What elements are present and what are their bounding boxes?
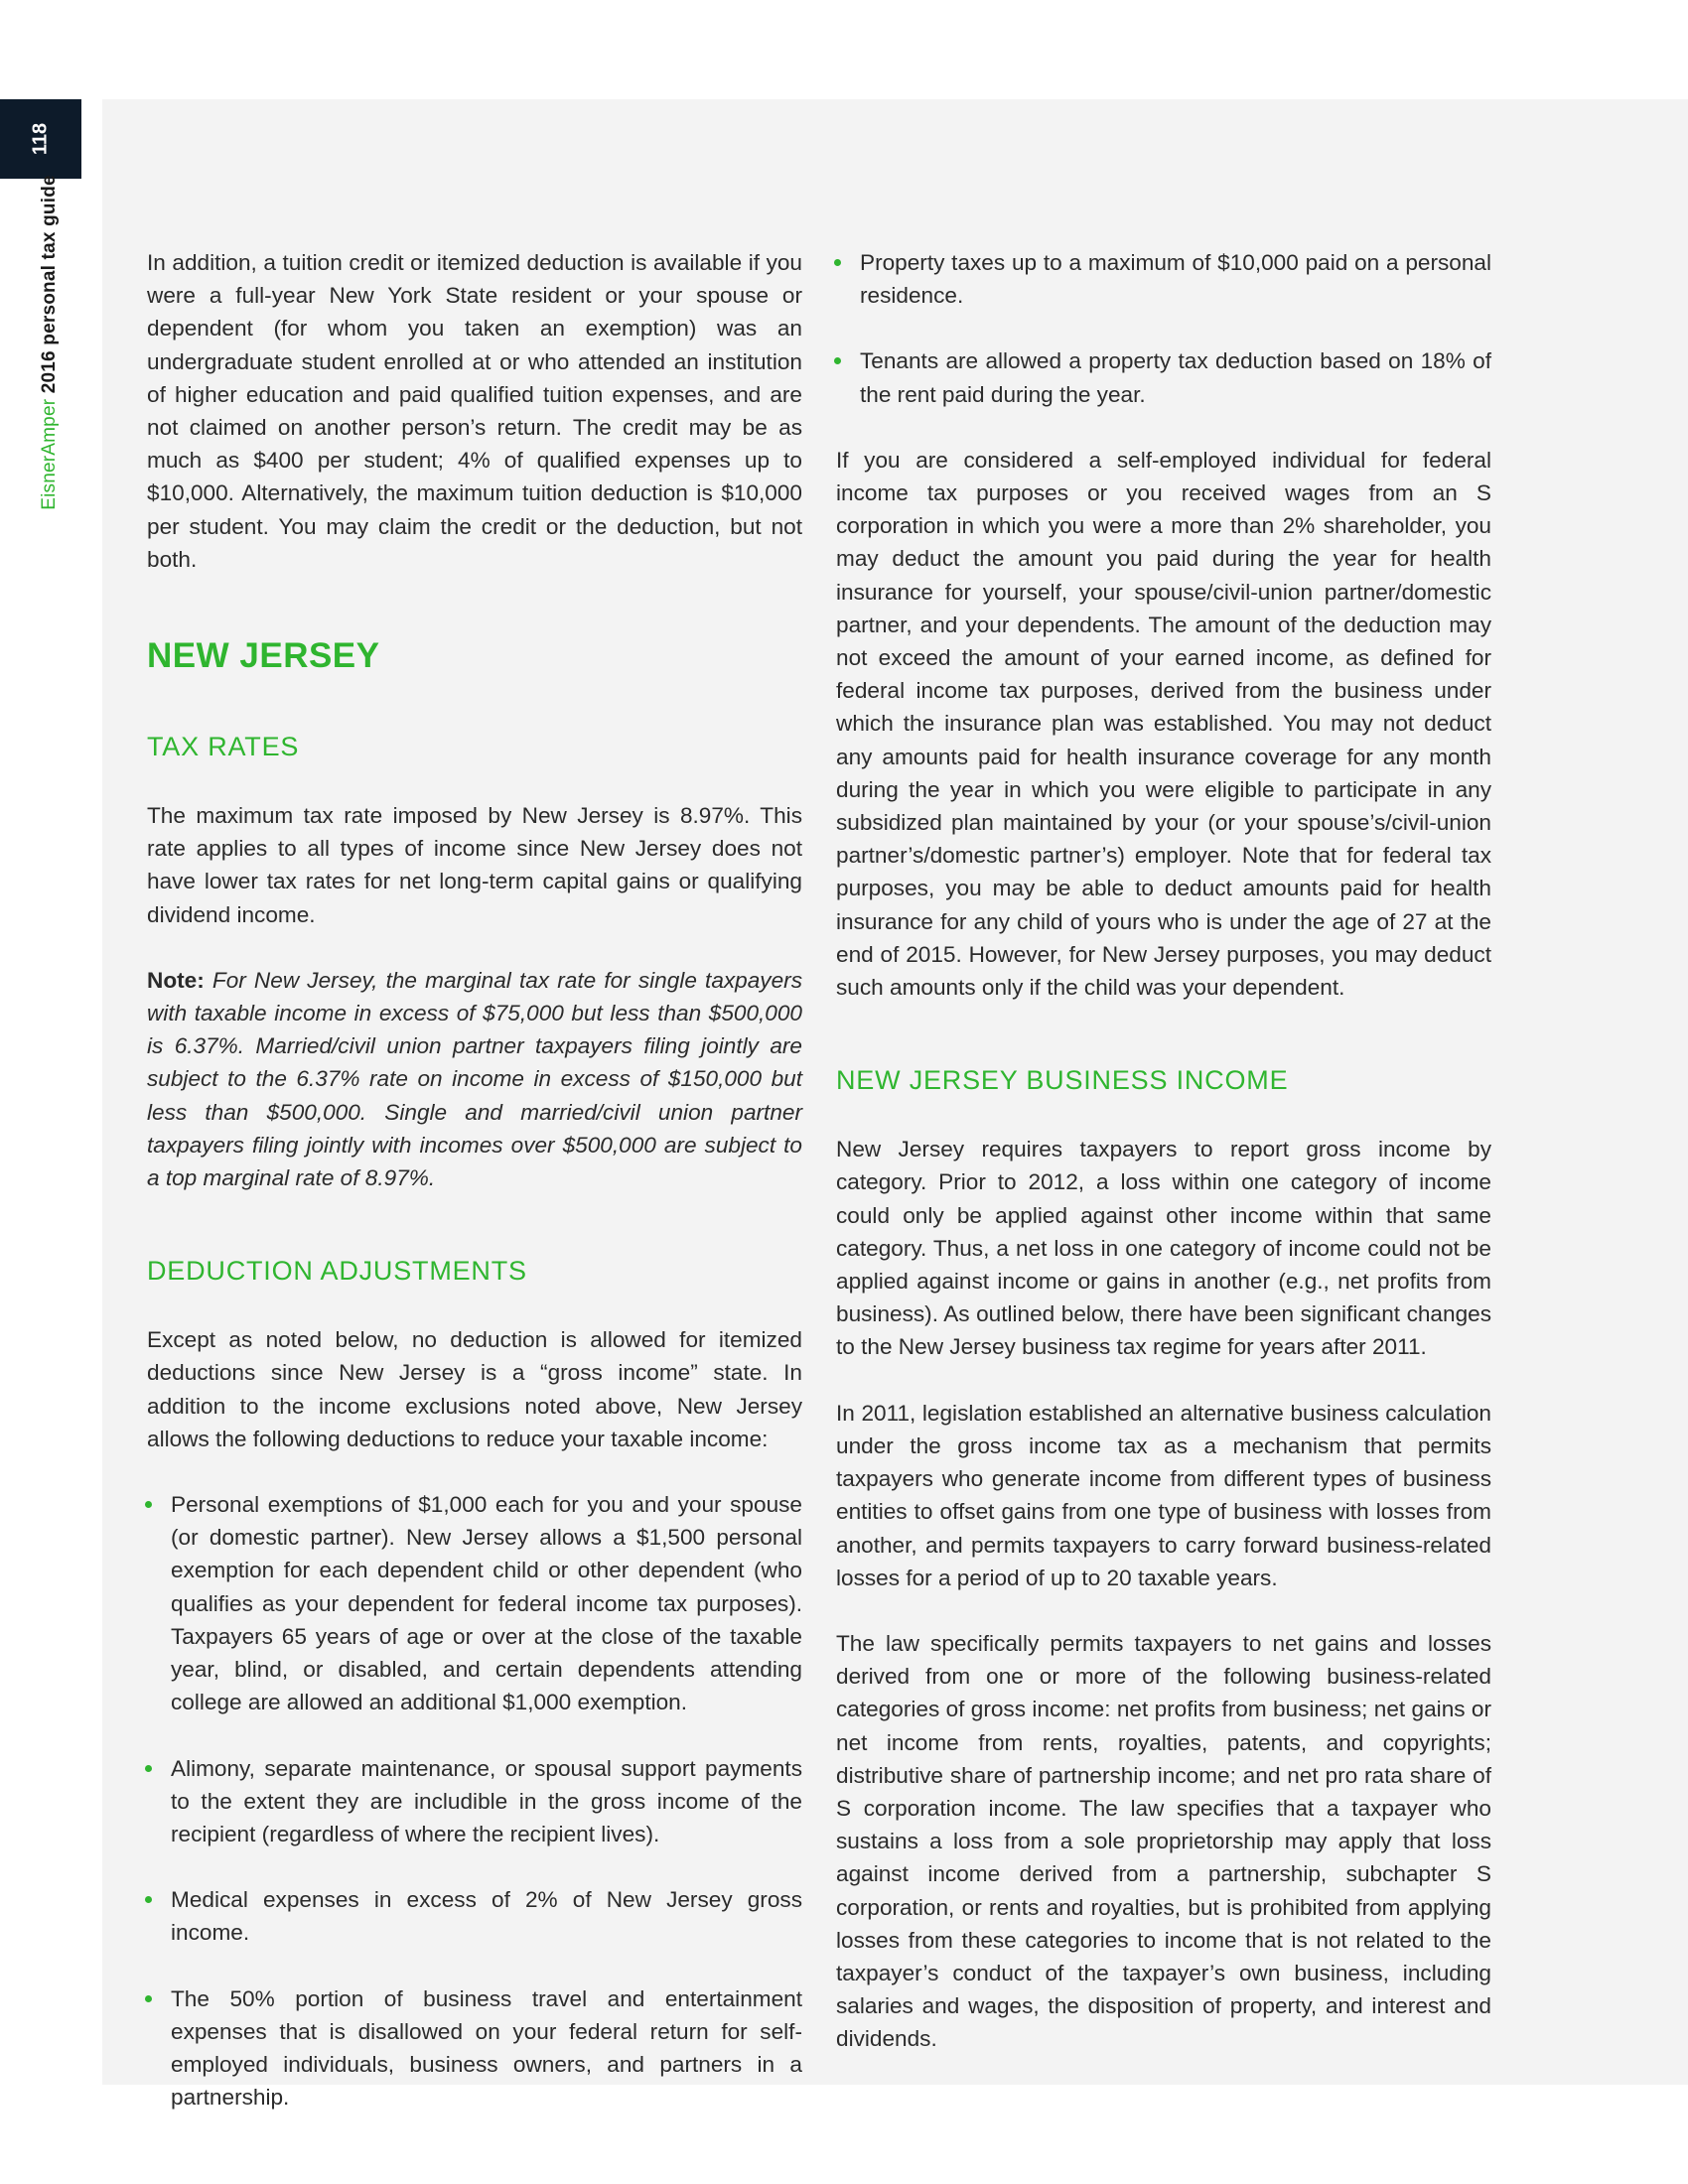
bullet-icon [145, 1995, 152, 2002]
page-number-badge [0, 99, 81, 179]
deduction-adjustments-heading: DEDUCTION ADJUSTMENTS [147, 1256, 527, 1287]
tuition-credit-paragraph: In addition, a tuition credit or itemized deduction is available if you were a full-year New York State resident or your spouse or dependent (for whom you taken an exemption) was an undergraduate student enrolled at or who attended an institution of higher education and paid qualified tuition expenses, and are not claimed on another person’s return. The credit may be as much as $400 per student; 4% of qualified expenses up to $10,000. Alternatively, the maximum tuition deduction is $10,000 per student. You may claim the credit or the deduction, but not both. [147, 250, 802, 572]
right-column [836, 246, 1491, 2056]
bullet-icon [834, 357, 841, 364]
note-text: For New Jersey, the marginal tax rate for single taxpayers with taxable income in excess of $75,000 but less than $500,000 is 6.37%. Married/civil union partner taxpayers filing jointly are subject to the 6.37% rate on income in excess of $150,000 but less than $500,000. Single and married/civil union partner taxpayers filing jointly with incomes over $500,000 are subject to a top marginal rate of 8.97%. [147, 967, 802, 1191]
list-item-text: The 50% portion of business travel and entertainment expenses that is disallowed on your federal return for self-employed individuals, business owners, and partners in a partnership. [171, 1985, 802, 2111]
tax-rates-heading: TAX RATES [147, 732, 300, 762]
list-item [147, 1752, 802, 1851]
list-item [147, 1488, 802, 1718]
brand-name: EisnerAmper [39, 398, 60, 510]
note-paragraph [147, 964, 802, 1194]
business-paragraph-1: New Jersey requires taxpayers to report gross income by category. Prior to 2012, a loss within one category of income could only be applied against other income within that same category. Thus, a net loss in one category of income could not be applied against income or gains in another (e.g., net profits from business). As outlined below, there have been significant changes to the New Jersey business tax regime for years after 2011. [836, 1137, 1491, 1360]
deduction-list [147, 1488, 802, 2114]
left-column [147, 246, 802, 2114]
tax-rates-paragraph: The maximum tax rate imposed by New Jersey is 8.97%. This rate applies to all types of income since New Jersey does not have lower tax rates for net long-term capital gains or qualifying dividend income. [147, 803, 802, 927]
health-insurance-paragraph: If you are considered a self-employed individual for federal income tax purposes or you received wages from an S corporation in which you were a more than 2% shareholder, you may deduct the amount you paid during the year for health insurance for yourself, your spouse/civil-union partner/domestic partner, and your dependents. The amount of the deduction may not exceed the amount of your earned income, as defined for federal income tax purposes, derived from the business under which the insurance plan was established. You may not deduct any amounts paid for health insurance coverage for any month during the year in which you were eligible to participate in any subsidized plan maintained by your (or your spouse’s/civil-union partner’s/domestic partner’s) employer. Note that for federal tax purposes, you may be able to deduct amounts paid for health insurance for any child of yours who is under the age of 27 at the end of 2015. However, for New Jersey purposes, you may deduct such amounts only if the child was your dependent. [836, 447, 1491, 1001]
business-paragraph-3: The law specifically permits taxpayers to net gains and losses derived from one or more of the following business-related categories of gross income: net profits from business; net gains or net income from rents, royalties, patents, and copyrights; distributive share of partnership income; and net pro rata share of S corporation income. The law specifies that a taxpayer who sustains a loss from a sole proprietorship may apply that loss against income derived from a partnership, subchapter S corporation, or rents and royalties, but is prohibited from applying losses from these categories to income that is not related to the taxpayer’s conduct of the taxpayer’s own business, including salaries and wages, the disposition of property, and interest and dividends. [836, 1630, 1491, 2052]
list-item-text: Personal exemptions of $1,000 each for you and your spouse (or domestic partner). New Jersey allows a $1,500 personal exemption for each dependent child or other dependent (who qualifies as your dependent for federal income tax purposes). Taxpayers 65 years of age or over at the close of the taxable year, blind, or disabled, and certain dependents attending college are allowed an additional $1,000 exemption. [171, 1492, 802, 1715]
property-tax-list [836, 246, 1491, 411]
list-item [147, 1982, 802, 2115]
list-item [836, 344, 1491, 410]
list-item-text: Medical expenses in excess of 2% of New Jersey gross income. [171, 1887, 802, 1946]
list-item [147, 1883, 802, 1949]
state-heading: NEW JERSEY [147, 636, 380, 676]
bullet-icon [145, 1896, 152, 1903]
bullet-icon [834, 259, 841, 266]
list-item-text: Property taxes up to a maximum of $10,000 paid on a personal residence. [860, 250, 1491, 309]
list-item-text: Tenants are allowed a property tax deduction based on 18% of the rent paid during the year. [860, 348, 1491, 407]
bullet-icon [145, 1765, 152, 1772]
deduction-paragraph: Except as noted below, no deduction is allowed for itemized deductions since New Jersey is a “gross income” state. In addition to the income exclusions noted above, New Jersey allows the following deductions to reduce your taxable income: [147, 1327, 802, 1451]
guide-title: 2016 personal tax guide [39, 175, 60, 394]
list-item [836, 246, 1491, 312]
page-number: 118 [29, 122, 52, 156]
note-label: Note: [147, 967, 205, 993]
running-header [39, 175, 61, 510]
bullet-icon [145, 1501, 152, 1508]
business-paragraph-2: In 2011, legislation established an alternative business calculation under the gross income tax as a mechanism that permits taxpayers who generate income from different types of business entities to offset gains from one type of business with losses from another, and permits taxpayers to carry forward business-related losses for a period of up to 20 taxable years. [836, 1400, 1491, 1590]
list-item-text: Alimony, separate maintenance, or spousal support payments to the extent they are includible in the gross income of the recipient (regardless of where the recipient lives). [171, 1755, 802, 1846]
business-income-heading: NEW JERSEY BUSINESS INCOME [836, 1065, 1289, 1096]
